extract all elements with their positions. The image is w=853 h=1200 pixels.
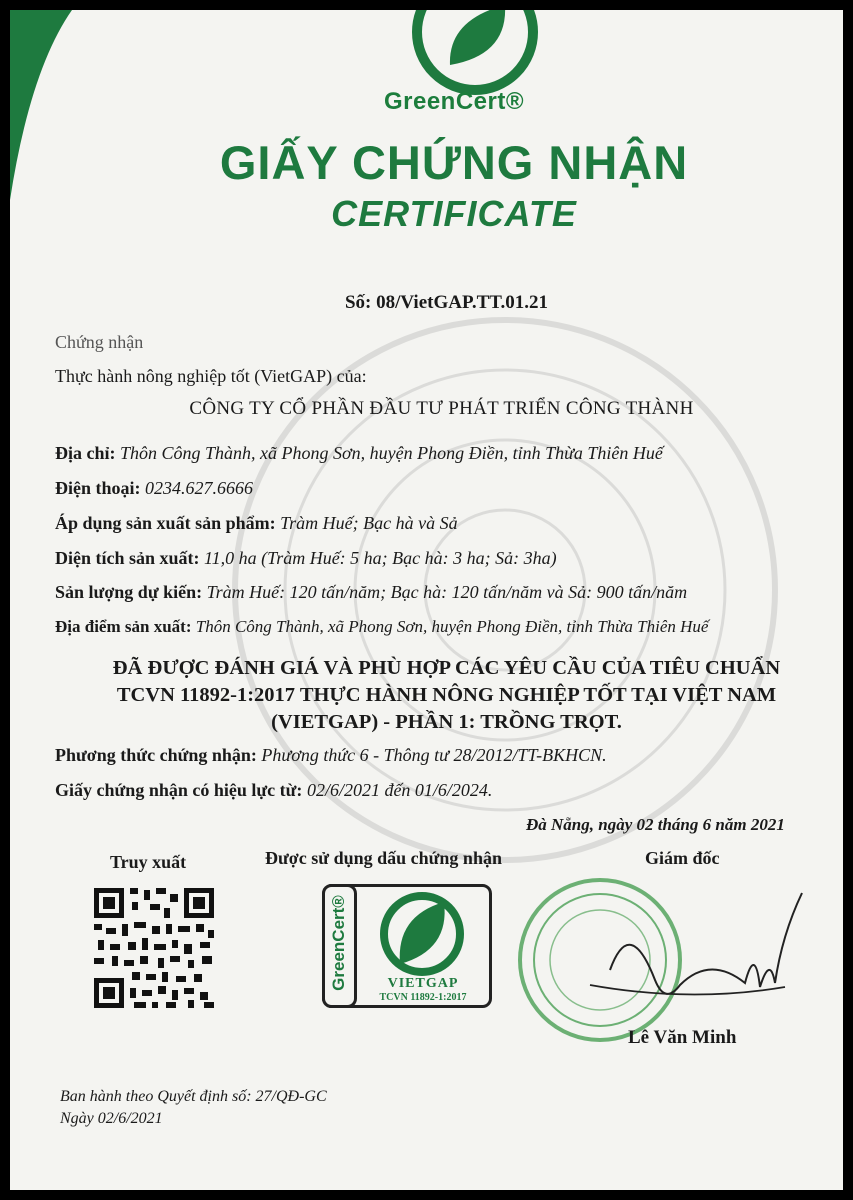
products-row [55, 513, 458, 534]
qr-code[interactable] [92, 886, 216, 1010]
address-label: Địa chỉ: [55, 443, 116, 463]
products-value: Tràm Huế; Bạc hà và Sả [280, 513, 458, 533]
badge-brand: GreenCert® [329, 895, 348, 991]
location-label: Địa điểm sản xuất: [55, 617, 192, 636]
assessment-statement [10, 655, 843, 736]
director-label: Giám đốc [645, 848, 720, 868]
decision-reference: Ban hành theo Quyết định số: 27/QĐ-GC [60, 1088, 327, 1105]
area-value: 11,0 ha (Tràm Huế: 5 ha; Bạc hà: 3 ha; Sả: 3ha) [204, 548, 557, 568]
method-row [55, 745, 607, 766]
trace-label: Truy xuất [110, 852, 187, 872]
location-value: Thôn Công Thành, xã Phong Sơn, huyện Phong Điền, tỉnh Thừa Thiên Huế [195, 617, 709, 636]
validity-label: Giấy chứng nhận có hiệu lực từ: [55, 780, 303, 800]
place-date: Đà Nẵng, ngày 02 tháng 6 năm 2021 [526, 815, 785, 834]
validity-row [55, 780, 492, 801]
yield-label: Sản lượng dự kiến: [55, 582, 203, 602]
area-label: Diện tích sản xuất: [55, 548, 200, 568]
mark-label: Được sử dụng dấu chứng nhận [265, 848, 502, 868]
director-name: Lê Văn Minh [628, 1027, 737, 1048]
validity-value: 02/6/2021 đến 01/6/2024. [306, 780, 493, 800]
brand-name: GreenCert® [383, 88, 525, 115]
assessment-line-1: ĐÃ ĐƯỢC ĐÁNH GIÁ VÀ PHÙ HỢP CÁC YÊU CẦU CỦA TIÊU CHUẨN [112, 657, 781, 679]
address-value: Thôn Công Thành, xã Phong Sơn, huyện Phong Điền, tỉnh Thừa Thiên Huế [120, 443, 663, 463]
area-row [55, 548, 557, 569]
title-vietnamese: GIẤY CHỨNG NHẬN [219, 136, 689, 189]
certify-label: Chứng nhận [55, 332, 144, 352]
phone-row [55, 478, 253, 499]
certificate-number: Số: 08/VietGAP.TT.01.21 [344, 292, 549, 313]
company-name: CÔNG TY CỔ PHẦN ĐẦU TƯ PHÁT TRIỂN CÔNG THÀNH [189, 398, 694, 419]
assessment-line-2: TCVN 11892-1:2017 THỰC HÀNH NÔNG NGHIỆP TỐT TẠI VIỆT NAM [116, 684, 777, 706]
decision-date: Ngày 02/6/2021 [60, 1110, 163, 1127]
phone-label: Điện thoại: [55, 478, 141, 498]
phone-value: 0234.627.6666 [145, 478, 253, 498]
stamp-text-holder [10, 10, 20, 20]
method-label: Phương thức chứng nhận: [55, 745, 257, 765]
yield-value: Tràm Huế: 120 tấn/năm; Bạc hà: 120 tấn/năm và Sả: 900 tấn/năm [206, 582, 688, 602]
vietgap-certification-mark [322, 884, 492, 1013]
title-english: CERTIFICATE [331, 193, 577, 234]
director-signature [570, 875, 810, 1025]
yield-row [55, 582, 687, 603]
badge-standard: TCVN 11892-1:2017 [379, 992, 467, 1003]
assessment-line-3: (VIETGAP) - PHẦN 1: TRỒNG TRỌT. [271, 711, 622, 733]
practice-label: Thực hành nông nghiệp tốt (VietGAP) của: [55, 366, 367, 386]
method-value: Phương thức 6 - Thông tư 28/2012/TT-BKHCN. [261, 745, 607, 765]
products-label: Áp dụng sản xuất sản phẩm: [55, 513, 276, 533]
greencert-leaf-logo [410, 10, 540, 95]
address-row [55, 443, 663, 464]
badge-title: VIETGAP [387, 976, 459, 991]
location-row [55, 617, 708, 637]
certificate [10, 10, 843, 1190]
